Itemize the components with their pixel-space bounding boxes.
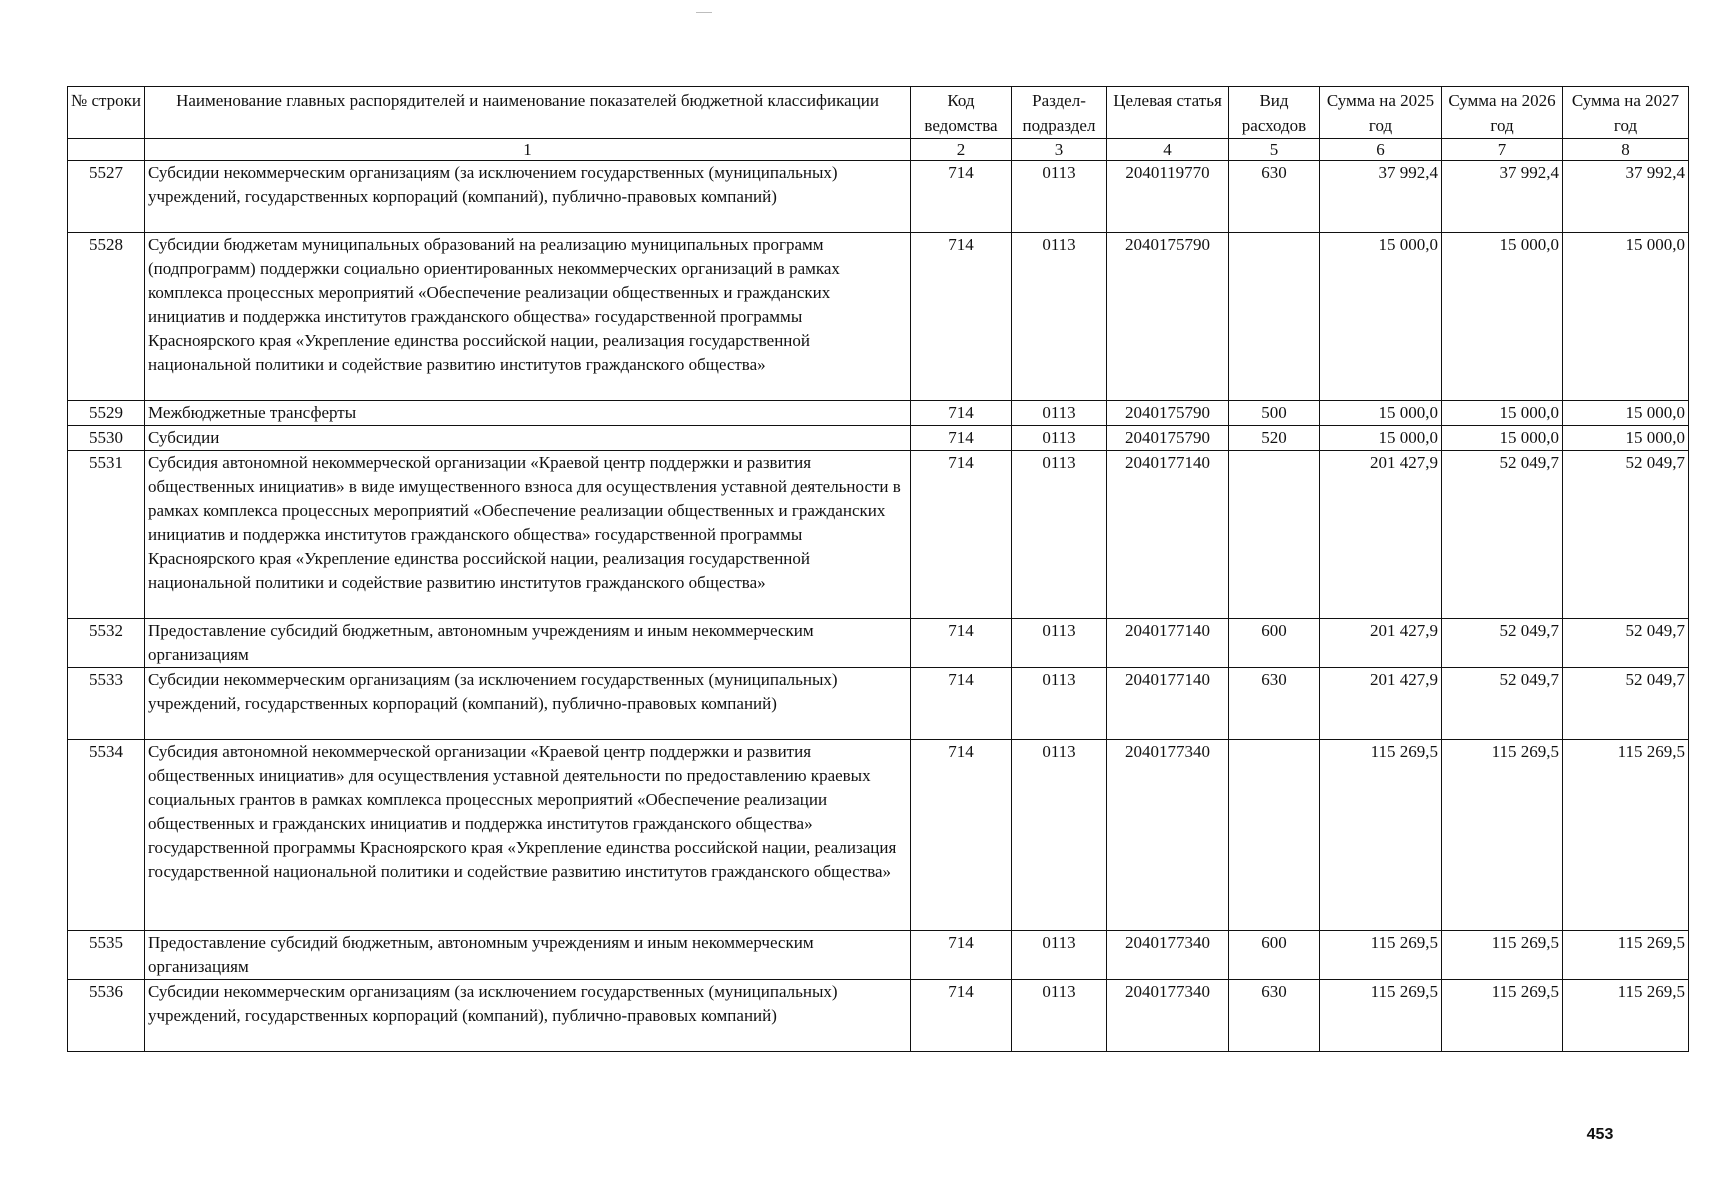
- target-item-code: 2040177140: [1107, 668, 1229, 740]
- row-number: 5528: [68, 233, 145, 401]
- section-code: 0113: [1012, 426, 1107, 451]
- section-code: 0113: [1012, 740, 1107, 931]
- sum-2026: 115 269,5: [1442, 740, 1563, 931]
- sum-2026: 52 049,7: [1442, 619, 1563, 668]
- sum-2026: 15 000,0: [1442, 233, 1563, 401]
- sum-2027: 15 000,0: [1563, 233, 1689, 401]
- row-number: 5536: [68, 980, 145, 1052]
- table-row: [68, 401, 1689, 426]
- sum-2026: 52 049,7: [1442, 668, 1563, 740]
- expense-type-code: 500: [1229, 401, 1320, 426]
- sum-2025: 201 427,9: [1320, 451, 1442, 619]
- row-number: 5532: [68, 619, 145, 668]
- row-number: 5530: [68, 426, 145, 451]
- table-row: [68, 451, 1689, 619]
- section-code: 0113: [1012, 233, 1107, 401]
- expense-type-code: 630: [1229, 668, 1320, 740]
- expense-type-code: 630: [1229, 980, 1320, 1052]
- sum-2026: 115 269,5: [1442, 931, 1563, 980]
- header-target-item: Целевая статья: [1107, 87, 1229, 139]
- sum-2026: 15 000,0: [1442, 426, 1563, 451]
- column-number: 4: [1107, 139, 1229, 161]
- department-code: 714: [911, 931, 1012, 980]
- department-code: 714: [911, 668, 1012, 740]
- table-row: [68, 233, 1689, 401]
- target-item-code: 2040177340: [1107, 740, 1229, 931]
- sum-2026: 115 269,5: [1442, 980, 1563, 1052]
- sum-2027: 115 269,5: [1563, 740, 1689, 931]
- row-name: Межбюджетные трансферты: [145, 401, 911, 426]
- target-item-code: 2040175790: [1107, 233, 1229, 401]
- target-item-code: 2040177340: [1107, 980, 1229, 1052]
- row-name: Субсидии некоммерческим организациям (за исключением государственных (муниципальных) учреждений, государственных корпораций (компаний), публично-правовых компаний): [145, 980, 911, 1052]
- sum-2027: 15 000,0: [1563, 401, 1689, 426]
- section-code: 0113: [1012, 161, 1107, 233]
- row-number: 5529: [68, 401, 145, 426]
- table-row: [68, 740, 1689, 931]
- target-item-code: 2040177340: [1107, 931, 1229, 980]
- section-code: 0113: [1012, 619, 1107, 668]
- department-code: 714: [911, 619, 1012, 668]
- header-section: Раздел-подраздел: [1012, 87, 1107, 139]
- row-number: 5531: [68, 451, 145, 619]
- section-code: 0113: [1012, 931, 1107, 980]
- scan-mark: [696, 12, 712, 13]
- header-sum-2027: Сумма на 2027 год: [1563, 87, 1689, 139]
- table-row: [68, 668, 1689, 740]
- header-row: [68, 87, 1689, 139]
- sum-2025: 15 000,0: [1320, 233, 1442, 401]
- target-item-code: 2040177140: [1107, 619, 1229, 668]
- column-number: 8: [1563, 139, 1689, 161]
- expense-type-code: [1229, 740, 1320, 931]
- budget-table: [67, 86, 1689, 1052]
- header-row-number: № строки: [68, 87, 145, 139]
- header-expense-type: Вид расходов: [1229, 87, 1320, 139]
- sum-2026: 15 000,0: [1442, 401, 1563, 426]
- sum-2025: 115 269,5: [1320, 980, 1442, 1052]
- table-body: [68, 161, 1689, 1052]
- department-code: 714: [911, 740, 1012, 931]
- sum-2027: 115 269,5: [1563, 931, 1689, 980]
- sum-2027: 37 992,4: [1563, 161, 1689, 233]
- sum-2025: 201 427,9: [1320, 668, 1442, 740]
- sum-2025: 15 000,0: [1320, 401, 1442, 426]
- column-number: 3: [1012, 139, 1107, 161]
- sum-2025: 201 427,9: [1320, 619, 1442, 668]
- sum-2025: 115 269,5: [1320, 931, 1442, 980]
- expense-type-code: 600: [1229, 931, 1320, 980]
- sum-2027: 52 049,7: [1563, 668, 1689, 740]
- row-name: Субсидии некоммерческим организациям (за исключением государственных (муниципальных) учреждений, государственных корпораций (компаний), публично-правовых компаний): [145, 668, 911, 740]
- table-row: [68, 980, 1689, 1052]
- department-code: 714: [911, 161, 1012, 233]
- column-number-row: [68, 139, 1689, 161]
- row-name: Предоставление субсидий бюджетным, автономным учреждениям и иным некоммерческим организациям: [145, 931, 911, 980]
- sum-2027: 115 269,5: [1563, 980, 1689, 1052]
- sum-2025: 37 992,4: [1320, 161, 1442, 233]
- row-number: 5533: [68, 668, 145, 740]
- page-number: 453: [1586, 1126, 1614, 1143]
- header-department-code: Код ведомства: [911, 87, 1012, 139]
- header-sum-2026: Сумма на 2026 год: [1442, 87, 1563, 139]
- table-header: [68, 87, 1689, 161]
- expense-type-code: [1229, 451, 1320, 619]
- section-code: 0113: [1012, 451, 1107, 619]
- department-code: 714: [911, 233, 1012, 401]
- department-code: 714: [911, 451, 1012, 619]
- row-number: 5527: [68, 161, 145, 233]
- sum-2027: 52 049,7: [1563, 451, 1689, 619]
- expense-type-code: 600: [1229, 619, 1320, 668]
- column-number: 2: [911, 139, 1012, 161]
- table-row: [68, 931, 1689, 980]
- header-name: Наименование главных распорядителей и наименование показателей бюджетной классификации: [145, 87, 911, 139]
- expense-type-code: 630: [1229, 161, 1320, 233]
- row-name: Субсидии: [145, 426, 911, 451]
- expense-type-code: 520: [1229, 426, 1320, 451]
- row-name: Субсидии некоммерческим организациям (за исключением государственных (муниципальных) учреждений, государственных корпораций (компаний), публично-правовых компаний): [145, 161, 911, 233]
- table-row: [68, 619, 1689, 668]
- target-item-code: 2040175790: [1107, 426, 1229, 451]
- row-name: Предоставление субсидий бюджетным, автономным учреждениям и иным некоммерческим организациям: [145, 619, 911, 668]
- department-code: 714: [911, 426, 1012, 451]
- section-code: 0113: [1012, 668, 1107, 740]
- sum-2026: 37 992,4: [1442, 161, 1563, 233]
- section-code: 0113: [1012, 980, 1107, 1052]
- column-number: 1: [145, 139, 911, 161]
- department-code: 714: [911, 401, 1012, 426]
- column-number: 6: [1320, 139, 1442, 161]
- table-row: [68, 426, 1689, 451]
- row-name: Субсидия автономной некоммерческой организации «Краевой центр поддержки и развития общественных инициатив» в виде имущественного взноса для осуществления уставной деятельности в рамках комплекса процессных мероприятий «Обеспечение реализации общественных и гражданских инициатив и поддержка институтов гражданского общества» государственной программы Красноярского края «Укрепление единства российской нации, реализация государственной национальной политики и содействие развитию институтов гражданского общества»: [145, 451, 911, 619]
- target-item-code: 2040175790: [1107, 401, 1229, 426]
- header-sum-2025: Сумма на 2025 год: [1320, 87, 1442, 139]
- row-name: Субсидия автономной некоммерческой организации «Краевой центр поддержки и развития общественных инициатив» для осуществления уставной деятельности по предоставлению краевых социальных грантов в рамках комплекса процессных мероприятий «Обеспечение реализации общественных и гражданских инициатив и поддержка институтов гражданского общества» государственной программы Красноярского края «Укрепление единства российской нации, реализация государственной национальной политики и содействие развитию институтов гражданского общества»: [145, 740, 911, 931]
- target-item-code: 2040119770: [1107, 161, 1229, 233]
- section-code: 0113: [1012, 401, 1107, 426]
- expense-type-code: [1229, 233, 1320, 401]
- sum-2027: 15 000,0: [1563, 426, 1689, 451]
- target-item-code: 2040177140: [1107, 451, 1229, 619]
- row-number: 5534: [68, 740, 145, 931]
- sum-2027: 52 049,7: [1563, 619, 1689, 668]
- row-number: 5535: [68, 931, 145, 980]
- sum-2025: 115 269,5: [1320, 740, 1442, 931]
- sum-2025: 15 000,0: [1320, 426, 1442, 451]
- column-number: [68, 139, 145, 161]
- department-code: 714: [911, 980, 1012, 1052]
- row-name: Субсидии бюджетам муниципальных образований на реализацию муниципальных программ (подпрограмм) поддержки социально ориентированных некоммерческих организаций в рамках комплекса процессных мероприятий «Обеспечение реализации общественных и гражданских инициатив и поддержка институтов гражданского общества» государственной программы Красноярского края «Укрепление единства российской нации, реализация государственной национальной политики и содействие развитию институтов гражданского общества»: [145, 233, 911, 401]
- column-number: 5: [1229, 139, 1320, 161]
- sum-2026: 52 049,7: [1442, 451, 1563, 619]
- table-row: [68, 161, 1689, 233]
- column-number: 7: [1442, 139, 1563, 161]
